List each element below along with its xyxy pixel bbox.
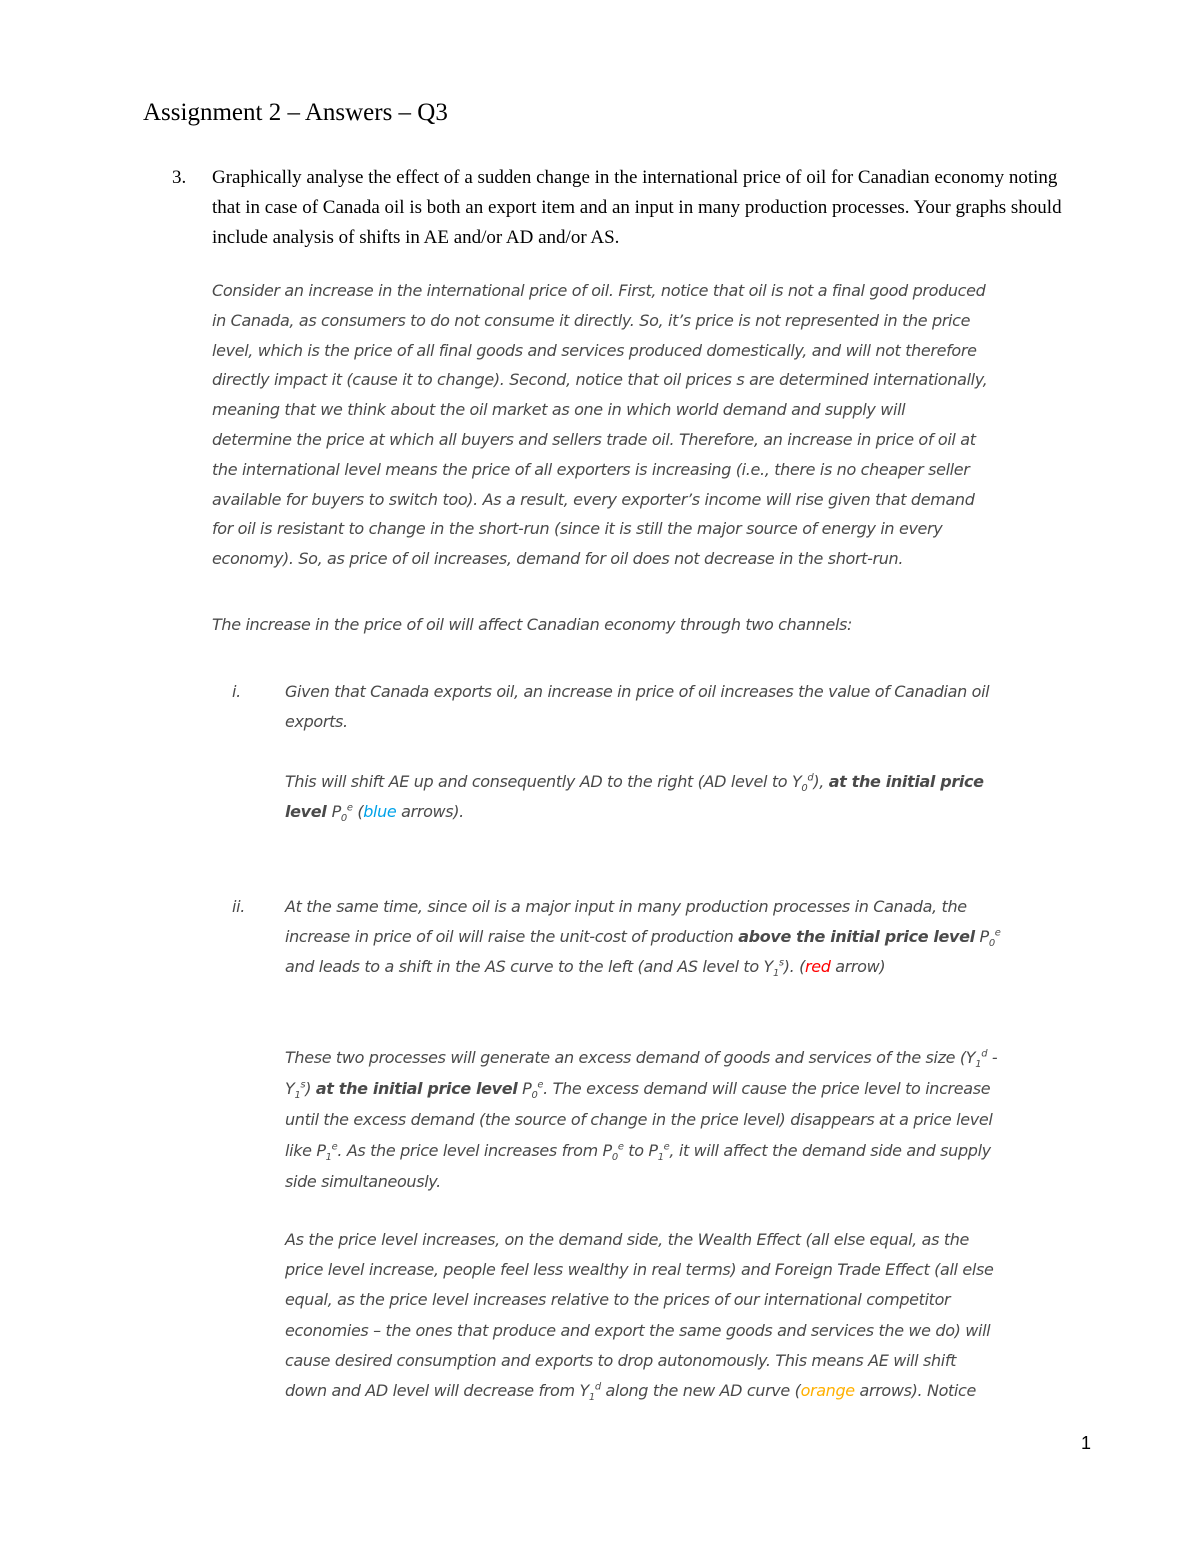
bold-text: at the initial price level <box>315 1079 518 1098</box>
red-color-word: red <box>804 956 831 976</box>
text-run: down and AD level will decrease from Y <box>285 1381 589 1401</box>
subscript: 1 <box>588 1392 595 1404</box>
intro-line: for oil is resistant to change in the short-run (since it is still the major source of energy in every <box>212 519 943 539</box>
superscript: s <box>778 957 784 969</box>
text-run: and leads to a shift in the AS curve to the left (and AS level to Y <box>285 956 773 976</box>
text-run: ( <box>352 801 364 821</box>
item-i-shift-paragraph <box>285 767 1085 827</box>
subscript: 1 <box>294 1090 301 1102</box>
excess-line: side simultaneously. <box>285 1172 441 1191</box>
channels-intro-text: The increase in the price of oil will affect Canadian economy through two channels: <box>212 615 853 634</box>
question-text: Graphically analyse the effect of a sudden change in the international price of oil for Canadian economy noting that in case of Canada oil is both an export item and an input in many production processes. Your graphs should include analysis of shifts in AE and/or AD and/or AS. <box>212 167 1062 248</box>
text-run: arrow) <box>830 956 886 976</box>
text-run: to P <box>623 1141 658 1160</box>
wealth-line: As the price level increases, on the demand side, the Wealth Effect (all else equal, as the <box>285 1230 970 1249</box>
text-run: P <box>331 801 341 821</box>
channels-intro <box>212 610 1092 640</box>
subscript: 1 <box>325 1152 332 1164</box>
superscript: e <box>331 1141 338 1153</box>
text-run: ), <box>813 772 829 791</box>
subscript: 0 <box>988 937 995 949</box>
item-i-paragraph <box>285 677 1085 737</box>
intro-line: available for buyers to switch too). As a result, every exporter’s income will rise given that demand <box>212 489 975 509</box>
intro-line: directly impact it (cause it to change). Second, notice that oil prices s are determined internationally, <box>212 370 988 390</box>
document-title: Assignment 2 – Answers – Q3 <box>143 99 448 126</box>
bold-text: above the initial price level <box>738 926 975 946</box>
intro-line: the international level means the price of all exporters is increasing (i.e., there is no cheaper seller <box>212 459 970 479</box>
superscript: d <box>981 1048 988 1060</box>
excess-line: until the excess demand (the source of change in the price level) disappears at a price level <box>285 1110 993 1129</box>
subscript: 1 <box>657 1152 664 1164</box>
intro-line: level, which is the price of all final goods and services produced domestically, and will not therefore <box>212 340 977 360</box>
superscript: e <box>537 1079 544 1091</box>
subscript: 0 <box>531 1090 538 1102</box>
superscript: e <box>617 1141 624 1153</box>
page-number: 1 <box>1081 1433 1092 1453</box>
superscript: s <box>300 1079 306 1091</box>
text-run: , it will affect the demand side and supply <box>669 1141 991 1160</box>
intro-paragraph <box>212 276 1092 574</box>
subscript: 1 <box>975 1059 982 1071</box>
subscript: 0 <box>801 783 808 795</box>
text-run: ). ( <box>783 956 805 976</box>
text-run: - <box>987 1048 998 1067</box>
excess-demand-paragraph <box>285 1042 1085 1197</box>
text-run: Y <box>285 1079 295 1098</box>
item-i-line: exports. <box>285 711 348 731</box>
superscript: e <box>663 1141 670 1153</box>
wealth-effect-paragraph <box>285 1225 1085 1406</box>
question-number: 3. <box>172 167 187 188</box>
text-run: These two processes will generate an excess demand of goods and services of the size (Y <box>285 1048 976 1067</box>
intro-line: economy). So, as price of oil increases, demand for oil does not decrease in the short-run. <box>212 549 904 569</box>
superscript: d <box>807 772 814 784</box>
text-run: P <box>517 1079 532 1098</box>
text-run: increase in price of oil will raise the unit-cost of production <box>285 926 739 946</box>
intro-line: determine the price at which all buyers and sellers trade oil. Therefore, an increase in price of oil at <box>212 429 976 449</box>
superscript: e <box>346 802 353 814</box>
bold-text: at the initial price <box>828 772 984 791</box>
blue-color-word: blue <box>363 801 397 821</box>
item-ii-paragraph <box>285 892 1085 981</box>
subscript: 1 <box>772 967 779 979</box>
intro-line: in Canada, as consumers to do not consume it directly. So, it’s price is not represented in the price <box>212 310 971 330</box>
subscript: 0 <box>340 812 347 824</box>
text-run: P <box>974 926 989 946</box>
subscript: 0 <box>611 1152 618 1164</box>
item-ii-number: ii. <box>232 897 245 916</box>
item-i-number: i. <box>232 682 241 701</box>
intro-line: Consider an increase in the international price of oil. First, notice that oil is not a final good produced <box>212 281 986 300</box>
text-run: along the new AD curve ( <box>600 1381 801 1401</box>
wealth-line: economies – the ones that produce and export the same goods and services the we do) will <box>285 1320 991 1340</box>
wealth-line: equal, as the price level increases relative to the prices of our international competitor <box>285 1290 951 1310</box>
item-ii-line: At the same time, since oil is a major input in many production processes in Canada, the <box>285 897 967 916</box>
orange-color-word: orange <box>800 1381 855 1401</box>
text-run: . As the price level increases from P <box>337 1141 612 1160</box>
text-run: arrows). <box>396 801 464 821</box>
wealth-line: cause desired consumption and exports to drop autonomously. This means AE will shift <box>285 1350 957 1370</box>
wealth-line: price level increase, people feel less wealthy in real terms) and Foreign Trade Effect (all else <box>285 1260 994 1280</box>
intro-line: meaning that we think about the oil market as one in which world demand and supply will <box>212 400 906 420</box>
text-run: . The excess demand will cause the price level to increase <box>543 1079 991 1098</box>
text-run: like P <box>285 1141 326 1160</box>
superscript: e <box>994 927 1001 939</box>
text-run: arrows). Notice <box>854 1381 976 1401</box>
text-run: ) <box>305 1079 316 1098</box>
item-i-line: Given that Canada exports oil, an increase in price of oil increases the value of Canadian oil <box>285 682 990 701</box>
superscript: d <box>594 1381 601 1393</box>
bold-text: level <box>285 801 332 821</box>
text-run: This will shift AE up and consequently AD to the right (AD level to Y <box>285 772 802 791</box>
